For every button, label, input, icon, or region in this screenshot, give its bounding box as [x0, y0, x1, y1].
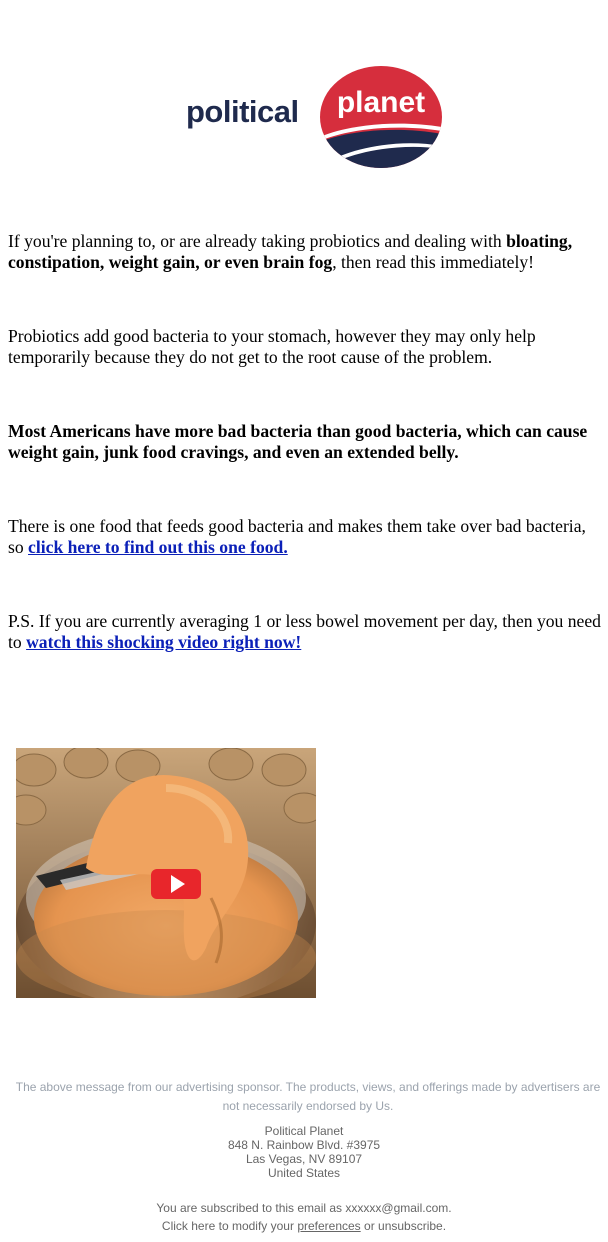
address-line-2: Las Vegas, NV 89107	[245, 1152, 363, 1166]
video-thumbnail[interactable]	[16, 748, 316, 998]
one-food-paragraph	[8, 516, 604, 558]
peanut-butter-jar-image	[16, 748, 316, 998]
preferences-link[interactable]: preferences	[297, 1219, 361, 1233]
probiotics-paragraph: Probiotics add good bacteria to your stomach, however they may only help temporarily because they do not get to the root cause of the problem.	[8, 326, 536, 367]
ps-text: P.S. If you are currently averaging 1 or less bowel movement per day, then you need to	[8, 611, 601, 652]
intro-text: If you're planning to, or are already taking probiotics and dealing with	[8, 231, 507, 251]
address-line-1: 848 N. Rainbow Blvd. #3975	[227, 1138, 381, 1152]
address-country: United States	[267, 1166, 341, 1180]
subscription-info	[0, 1199, 608, 1235]
one-food-text: There is one food that feeds good bacteria and makes them take over bad bacteria, so	[8, 516, 586, 557]
company-address	[0, 1124, 608, 1180]
intro-bold-symptoms: bloating, constipation, weight gain, or even brain fog	[8, 231, 573, 272]
planet-logo-icon	[320, 64, 442, 170]
modify-preferences-text	[0, 1217, 608, 1235]
logo-text-planet: planet	[336, 86, 426, 119]
find-food-link[interactable]: click here to find out this one food.	[28, 537, 288, 557]
ps-paragraph	[8, 611, 604, 653]
logo-text-political: political	[186, 94, 299, 129]
sponsor-disclaimer: The above message from our advertising sponsor. The products, views, and offerings made by advertisers are not necessarily endorsed by Us.	[15, 1080, 601, 1113]
company-name: Political Planet	[264, 1124, 344, 1138]
unsubscribe-text: or unsubscribe.	[360, 1219, 447, 1233]
subscribed-email-text: You are subscribed to this email as xxxxxx@gmail.com.	[156, 1201, 452, 1215]
intro-text-end: , then read this immediately!	[332, 252, 534, 272]
political-planet-logo	[186, 64, 442, 170]
watch-video-link[interactable]: watch this shocking video right now!	[26, 632, 302, 652]
bacteria-paragraph: Most Americans have more bad bacteria than good bacteria, which can cause weight gain, junk food cravings, and even an extended belly.	[8, 421, 588, 462]
modify-text: Click here to modify your	[161, 1219, 298, 1233]
play-icon[interactable]	[151, 869, 201, 899]
intro-paragraph	[8, 231, 604, 273]
